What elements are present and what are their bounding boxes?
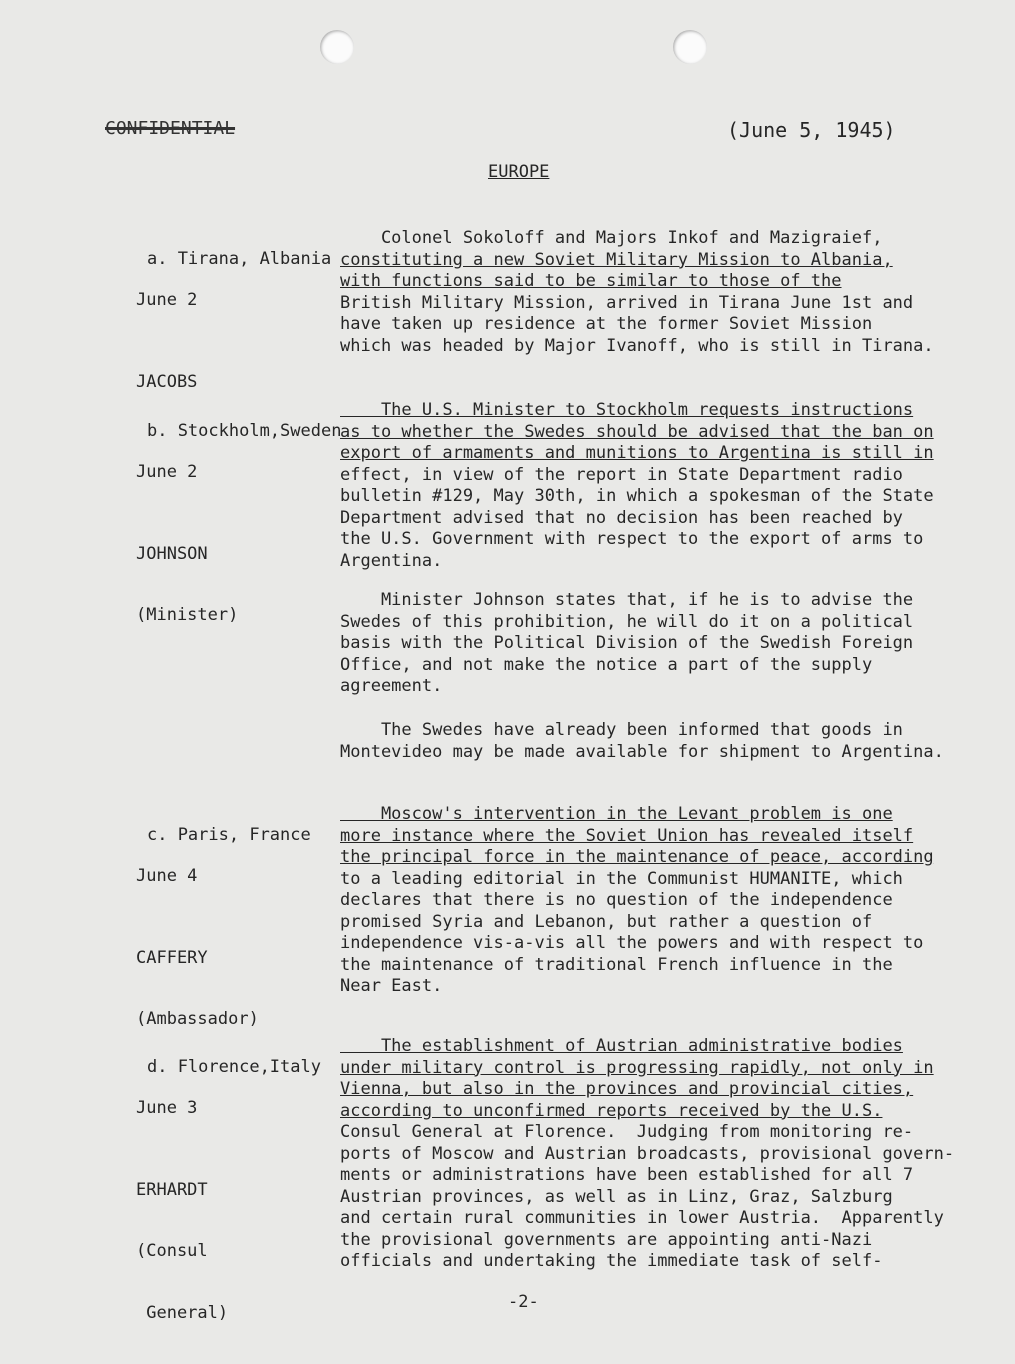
body-line: according to unconfirmed reports received by the U.S. — [340, 1100, 883, 1121]
body-line: to a leading editorial in the Communist HUMANITE, which — [340, 868, 903, 889]
entry-date: June 2 — [136, 461, 198, 482]
entry-sender: CAFFERY — [136, 947, 208, 968]
body-line: Moscow's intervention in the Levant problem is one — [340, 804, 893, 824]
section-heading: EUROPE — [488, 162, 550, 182]
body-line: Swedes of this prohibition, he will do it on a political — [340, 611, 914, 632]
entry-sender: JACOBS — [136, 371, 198, 392]
body-line: ports of Moscow and Austrian broadcasts, provisional govern- — [340, 1143, 955, 1164]
body-line: the provisional governments are appointing anti-Nazi — [340, 1229, 873, 1250]
entry-marker: a. — [146, 248, 168, 269]
body-line: Minister Johnson states that, if he is to advise the — [340, 590, 914, 610]
body-line: the principal force in the maintenance of peace, according — [340, 847, 934, 867]
entry-b-body-2 — [340, 590, 965, 698]
entry-date: June 2 — [136, 289, 198, 310]
body-line: ments or administrations have been established for all 7 — [340, 1165, 914, 1185]
document-date: (June 5, 1945) — [727, 118, 896, 142]
entry-sender-title: (Minister) — [136, 605, 239, 625]
classification-marking: CONFIDENTIAL — [105, 118, 236, 139]
body-line: independence vis-a-vis all the powers and with respect to — [340, 933, 924, 953]
body-line: effect, in view of the report in State Department radio — [340, 464, 903, 485]
page-number: -2- — [508, 1292, 539, 1312]
body-line: the maintenance of traditional French influence in the — [340, 954, 893, 975]
body-line: declares that there is no question of the independence — [340, 890, 893, 910]
body-line: Near East. — [340, 976, 443, 996]
body-line: have taken up residence at the former Soviet Mission — [340, 314, 873, 334]
body-line: promised Syria and Lebanon, but rather a question of — [340, 911, 873, 932]
body-line: export of armaments and munitions to Argentina is still in — [340, 443, 934, 463]
entry-b-sidebar — [106, 400, 342, 667]
body-line: and certain rural communities in lower Austria. Apparently — [340, 1208, 944, 1228]
entry-marker: c. — [146, 824, 168, 845]
body-line: Argentina. — [340, 550, 443, 571]
body-line: which was headed by Major Ivanoff, who is still in Tirana. — [340, 335, 934, 356]
punch-hole-left — [320, 30, 354, 64]
entry-marker: b. — [146, 420, 168, 441]
body-line: The U.S. Minister to Stockholm requests instructions — [340, 400, 914, 420]
entry-sender: JOHNSON — [136, 543, 208, 564]
body-line: with functions said to be similar to those of the — [340, 271, 842, 291]
entry-place: Tirana, Albania — [177, 248, 332, 269]
body-line: as to whether the Swedes should be advised that the ban on — [340, 421, 934, 442]
punch-hole-right — [673, 30, 707, 64]
entry-marker: d. — [146, 1056, 168, 1077]
entry-place: Stockholm,Sweden — [177, 420, 342, 441]
body-line: The Swedes have already been informed that goods in — [340, 720, 903, 740]
body-line: basis with the Political Division of the Swedish Foreign — [340, 633, 914, 653]
entry-d-body — [340, 1036, 965, 1273]
entry-date: June 3 — [136, 1097, 198, 1118]
body-line: Colonel Sokoloff and Majors Inkof and Mazigraief, — [340, 228, 883, 248]
body-line: officials and undertaking the immediate task of self- — [340, 1251, 883, 1271]
body-line: Austrian provinces, as well as in Linz, Graz, Salzburg — [340, 1186, 893, 1207]
body-line: Department advised that no decision has been reached by — [340, 507, 903, 528]
body-line: under military control is progressing rapidly, not only in — [340, 1057, 934, 1078]
entry-c-body — [340, 804, 965, 998]
entry-c-sidebar — [106, 804, 331, 1071]
entry-b-body-3 — [340, 720, 965, 763]
entry-place: Paris, France — [177, 824, 311, 845]
body-line: more instance where the Soviet Union has revealed itself — [340, 825, 914, 846]
body-line: Office, and not make the notice a part of the supply — [340, 654, 873, 675]
entry-a-body — [340, 228, 965, 357]
entry-place: Florence,Italy — [177, 1056, 321, 1077]
entry-d-sidebar — [106, 1036, 331, 1364]
body-line: the U.S. Government with respect to the export of arms to — [340, 529, 924, 549]
entry-b-body — [340, 400, 965, 572]
entry-sender-title: (Ambassador) — [136, 1009, 259, 1029]
body-line: agreement. — [340, 676, 443, 696]
entry-sender: ERHARDT — [136, 1179, 208, 1200]
entry-sender-title: (Consul — [136, 1241, 208, 1261]
body-line: constituting a new Soviet Military Mission to Albania, — [340, 249, 893, 270]
entry-date: June 4 — [136, 865, 198, 886]
entry-sender-title-2: General) — [136, 1302, 229, 1323]
body-line: Montevideo may be made available for shipment to Argentina. — [340, 741, 944, 762]
body-line: bulletin #129, May 30th, in which a spokesman of the State — [340, 486, 934, 506]
body-line: British Military Mission, arrived in Tirana June 1st and — [340, 292, 914, 313]
body-line: Consul General at Florence. Judging from monitoring re- — [340, 1122, 914, 1142]
body-line: Vienna, but also in the provinces and provincial cities, — [340, 1079, 914, 1099]
body-line: The establishment of Austrian administrative bodies — [340, 1036, 903, 1056]
